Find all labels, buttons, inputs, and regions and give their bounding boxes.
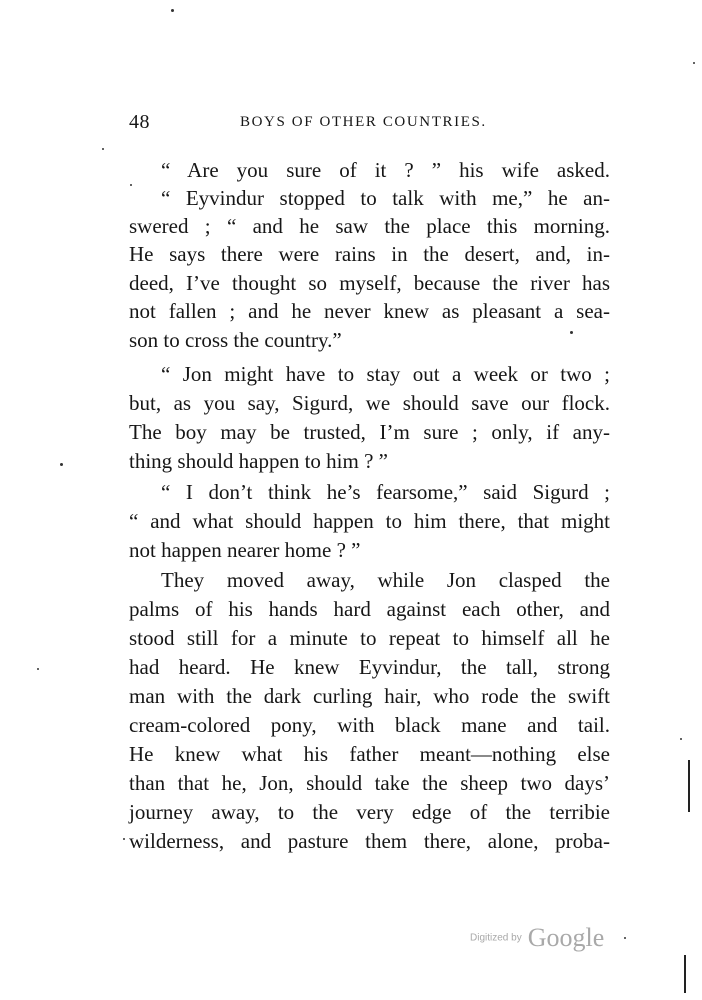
scan-speck (693, 62, 695, 64)
body-line: journey away, to the very edge of the terribie (129, 800, 610, 824)
body-line: “ Jon might have to stay out a week or two ; (161, 362, 610, 386)
scan-speck (123, 838, 125, 840)
running-head: BOYS OF OTHER COUNTRIES. (240, 114, 487, 130)
scan-speck (624, 937, 626, 939)
body-line: not fallen ; and he never knew as pleasant a sea- (129, 299, 610, 323)
body-line: “ and what should happen to him there, that might (129, 509, 610, 533)
body-line: than that he, Jon, should take the sheep two days’ (129, 771, 610, 795)
scan-speck (570, 331, 573, 334)
body-line: stood still for a minute to repeat to himself all he (129, 626, 610, 650)
body-line: “ I don’t think he’s fearsome,” said Sigurd ; (161, 480, 610, 504)
page-number: 48 (129, 111, 150, 133)
scan-speck (102, 148, 104, 150)
page-edge-mark (684, 955, 686, 993)
body-line: swered ; “ and he saw the place this morning. (129, 214, 610, 238)
page-edge-mark (688, 760, 690, 812)
scan-speck (37, 668, 39, 670)
body-line: palms of his hands hard against each other, and (129, 597, 610, 621)
body-line: had heard. He knew Eyvindur, the tall, strong (129, 655, 610, 679)
scan-speck (130, 184, 132, 186)
body-line: deed, I’ve thought so myself, because the river has (129, 271, 610, 295)
body-line: The boy may be trusted, I’m sure ; only, if any- (129, 420, 610, 444)
scan-speck (60, 463, 63, 466)
scan-speck (171, 9, 174, 12)
body-line: wilderness, and pasture them there, alone, proba- (129, 829, 610, 853)
body-line: cream-colored pony, with black mane and tail. (129, 713, 610, 737)
body-line: not happen nearer home ? ” (129, 538, 361, 562)
body-line: but, as you say, Sigurd, we should save our flock. (129, 391, 610, 415)
scan-speck (680, 738, 682, 740)
body-line: man with the dark curling hair, who rode the swift (129, 684, 610, 708)
digitized-by-google-watermark (470, 923, 604, 953)
body-line: “ Are you sure of it ? ” his wife asked. (161, 158, 610, 182)
watermark-brand: Google (527, 923, 605, 952)
body-line: son to cross the country.” (129, 328, 342, 352)
body-line: He knew what his father meant—nothing else (129, 742, 610, 766)
watermark-prefix: Digitized by (470, 932, 522, 944)
body-line: thing should happen to him ? ” (129, 449, 388, 473)
body-line: He says there were rains in the desert, and, in- (129, 242, 610, 266)
body-line: They moved away, while Jon clasped the (161, 568, 610, 592)
body-line: “ Eyvindur stopped to talk with me,” he an- (161, 186, 610, 210)
